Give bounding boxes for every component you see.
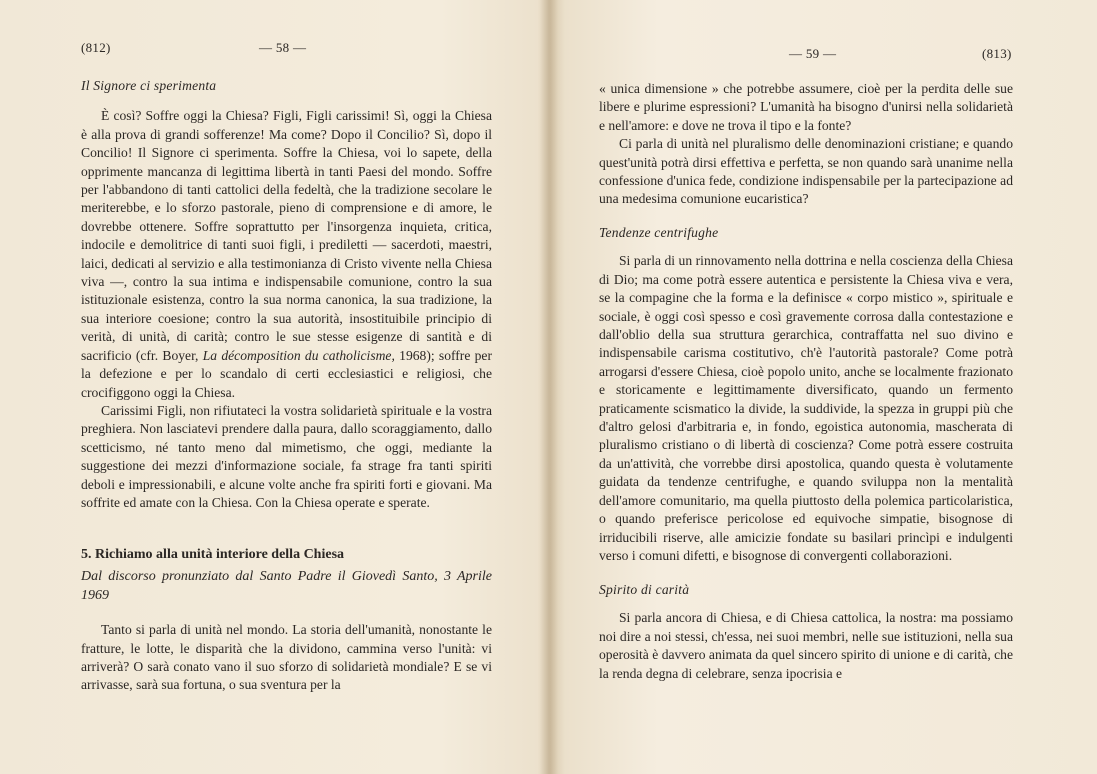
left-paragraph-3: Tanto si parla di unità nel mondo. La storia dell'umanità, nonostante le fratture, le lotte, le disparità che la dividono, cammina verso l'unità: vi arriverà? O sarà conato vano il suo sforzo di solidarietà mondiale? E se vi arrivasse, sarà sua fortuna, o sua sventura per la — [81, 622, 492, 693]
right-subheading-1: Tendenze centrifughe — [599, 225, 719, 240]
right-paragraph-1: « unica dimensione » che potrebbe assumere, cioè per la perdita delle sue libere e plurime espressioni? L'umanità ha bisogno d'unirsi nella solidarietà e nell'amore: e dove ne trova il tipo e la fonte? — [599, 81, 1013, 133]
right-text-top — [599, 80, 1013, 209]
left-subheading-1: Il Signore ci sperimenta — [81, 78, 217, 93]
left-archive-number: (812) — [81, 40, 111, 55]
right-paragraph-3: Si parla di un rinnovamento nella dottrina e nella coscienza della Chiesa di Dio; ma come potrà essere autentica e persistente la Chiesa viva e vera, se la compagine che la forma e la definisce « corpo mistico », spirituale e sociale, è oggi così spesso e così gravemente corrosa dalla contestazione e dall'oblio della sua struttura gerarchica, contraffatta nel suo divino e indispensabile carisma costitutivo, ch'è l'autorità pastorale? Come potrà arrogarsi d'essere Chiesa, cioè popolo unito, anche se localmente frazionato e storicamente e legittimamente diversificato, quando un fermento praticamente scismatico la divide, la suddivide, la spezza in gruppi più che d'altro gelosi d'arbitraria e, in fondo, egoistica autonomia, mascherata di pluralismo cristiano o di libertà di coscienza? Come potrà essere costruita da un'attività, che vorrebbe dirsi apostolica, quando questa è volutamente guidata da tendenze centrifughe, e quando sviluppa non la mentalità dell'amore comunitario, ma quella piuttosto della polemica particolaristica, o quando preferisce pericolose ed equivoche simpatie, bisognose di irriducibili riserve, alle amicizie fondate su basilari princìpi e indulgenti verso i comuni difetti, e bisognose di convergenti collaborazioni. — [599, 253, 1013, 563]
left-section-subtitle: Dal discorso pronunziato dal Santo Padre il Giovedì Santo, 3 Aprile 1969 — [81, 569, 492, 603]
left-text-top — [81, 77, 492, 512]
left-paragraph-1: È così? Soffre oggi la Chiesa? Figli, Figli carissimi! Sì, oggi la Chiesa è alla prova di grandi sofferenze! Ma come? Dopo il Concilio? Sì, dopo il Concilio! Il Signore ci sperimenta. Soffre la Chiesa, voi lo sapete, della opprimente mancanza di legittima libertà in tanti Paesi del mondo. Soffre per l'abbandono di tanti cattolici della fedeltà, che la tradizione secolare le meriterebbe, e lo sforzo pastorale, pieno di comprensione e di amore, le dovrebbe ottenere. Soffre soprattutto per l'insorgenza inquieta, critica, indocile e demolitrice di tanti suoi figli, i prediletti — sacerdoti, maestri, laici, dedicati al servizio e alla testimonianza di Cristo vivente nella Chiesa viva —, contro la sua intima e indispensabile comunione, contro la sua istituzionale esistenza, contro la sua norma canonica, la sua tradizione, la sua interiore coesione; contro la sua autorità, insostituibile principio di verità, di unità, di carità; contro le sue stesse esigenze di santità e di sacrificio (cfr. Boyer, La décomposition du catholicisme, 1968); soffre per la defezione e per lo scandalo di certi ecclesiastici e religiosi, che crocifiggono oggi la Chiesa. — [81, 108, 492, 400]
left-text-section — [81, 546, 492, 695]
right-text-bottom — [599, 581, 1013, 683]
left-section-title: 5. Richiamo alla unità interiore della Chiesa — [81, 547, 345, 562]
right-subheading-2: Spirito di carità — [599, 582, 690, 597]
right-page — [549, 0, 1097, 774]
right-text-middle — [599, 224, 1013, 565]
left-page-number: — 58 — — [259, 40, 307, 55]
left-cited-title: La décomposition du catholicisme, — [202, 347, 395, 363]
left-page — [0, 0, 548, 774]
right-archive-number: (813) — [982, 46, 1012, 61]
right-paragraph-4: Si parla ancora di Chiesa, e di Chiesa cattolica, la nostra: ma possiamo noi dire a noi stessi, ch'essa, nei suoi membri, nelle sue istituzioni, nella sua operosità è davvero animata da quel sincero spirito di unione e di carità, che la renda degna di celebrare, senza ipocrisia e — [599, 610, 1013, 681]
right-page-number: — 59 — — [789, 46, 837, 61]
left-paragraph-2: Carissimi Figli, non rifiutateci la vostra solidarietà spirituale e la vostra preghiera. Non lasciatevi prendere dalla paura, dallo scoraggiamento, dallo scetticismo, né tanto meno dal mimetismo, che oggi, mediante la suggestione dei mezzi d'informazione sociale, fa strage fra tanti spiriti deboli e impressionabili, e alcune volte anche fra spiriti forti e giovani. Ma soffrite ed amate con la Chiesa. Con la Chiesa operate e sperate. — [81, 402, 492, 510]
right-paragraph-2: Ci parla di unità nel pluralismo delle denominazioni cristiane; e quando quest'unità potrà dirsi effettiva e perfetta, se non quando sarà unanime nella confessione d'unica fede, condizione indispensabile per la partecipazione ad una medesima comunione eucaristica? — [599, 136, 1013, 207]
